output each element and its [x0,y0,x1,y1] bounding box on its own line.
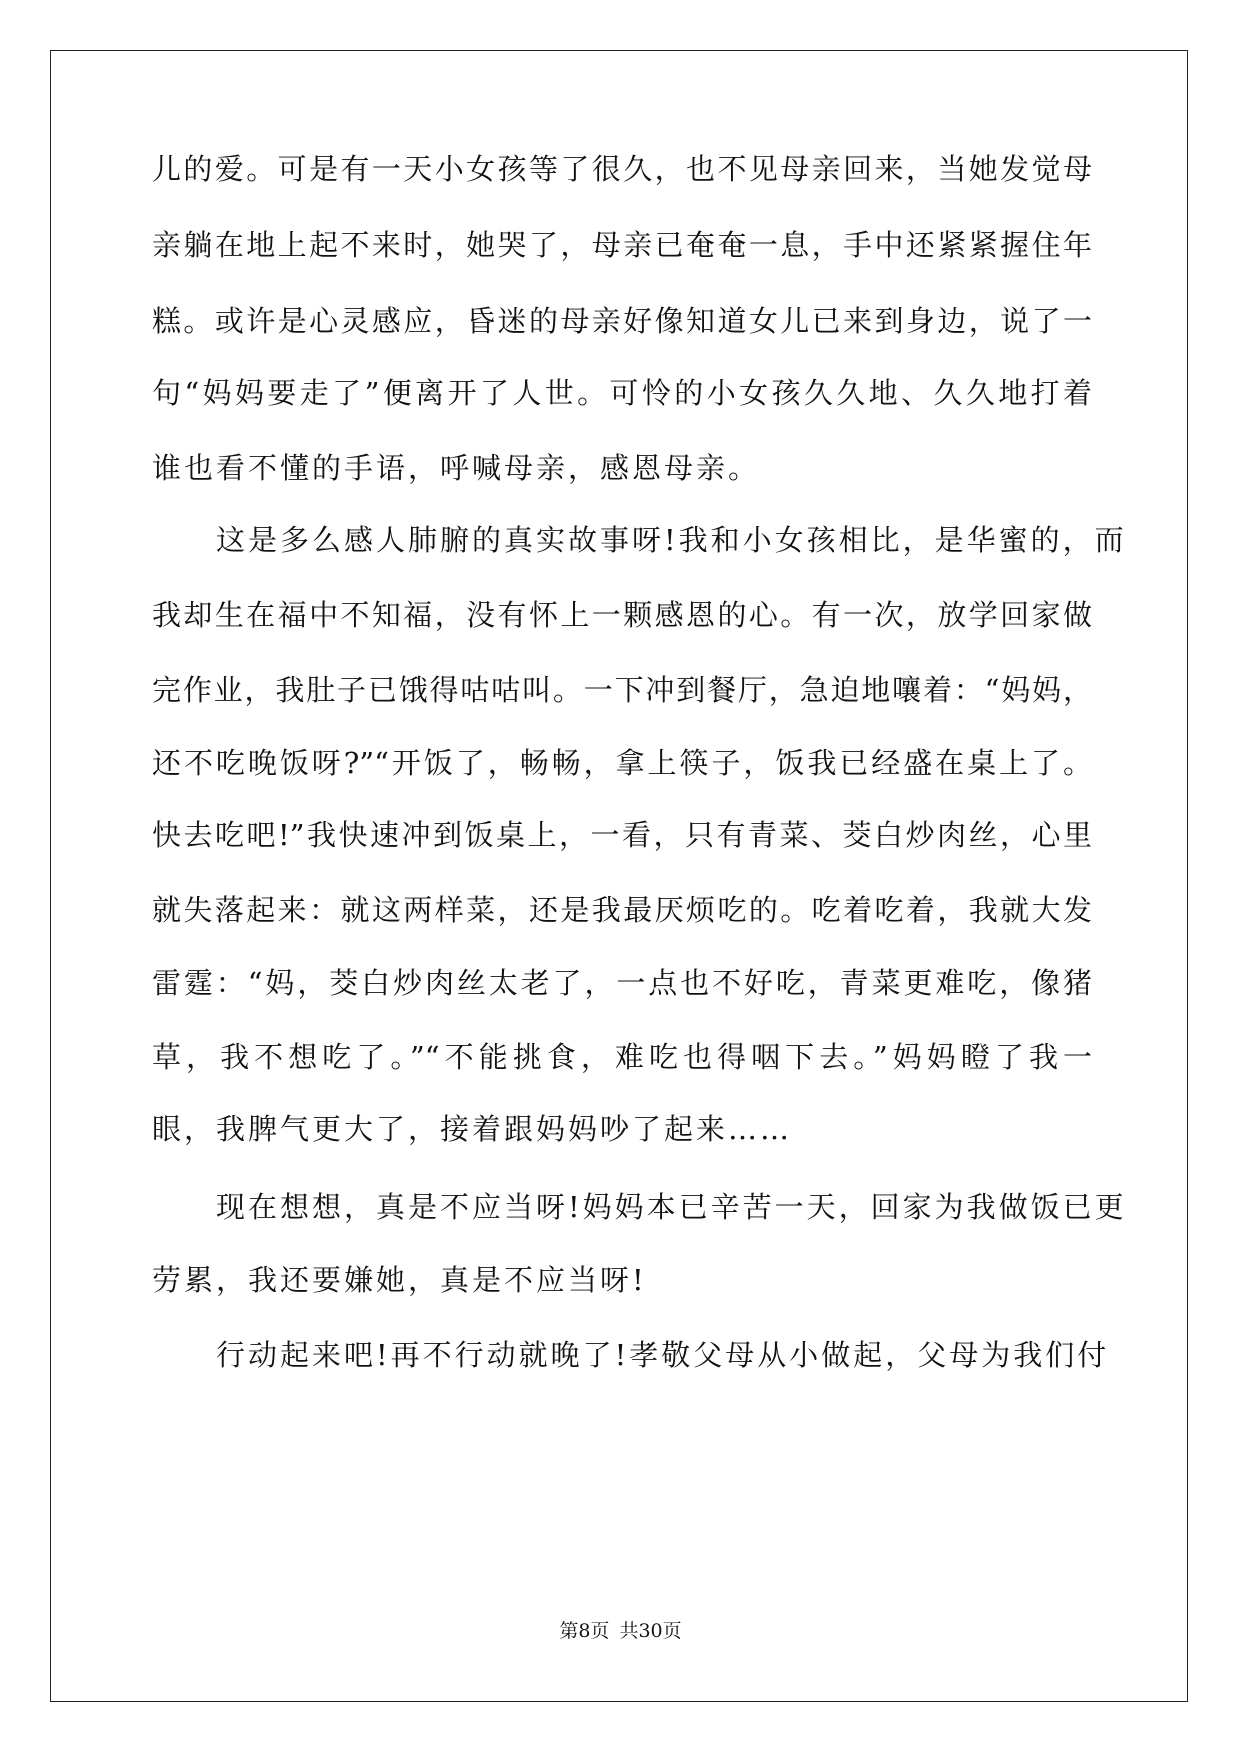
page-footer [0,1616,1241,1643]
text-line: 眼，我脾气更大了，接着跟妈妈吵了起来…… [152,1112,793,1146]
text-line: 草，我不想吃了。”“不能挑食，难吃也得咽下去。”妈妈瞪了我一 [152,1040,1092,1074]
text-line: 现在想想，真是不应当呀!妈妈本已辛苦一天，回家为我做饭已更 [152,1190,1127,1224]
text-line: 行动起来吧!再不行动就晚了!孝敬父母从小做起，父母为我们付 [152,1338,1110,1372]
text-line: 亲躺在地上起不来时，她哭了，母亲已奄奄一息，手中还紧紧握住年 [152,228,1092,262]
text-line: 我却生在福中不知福，没有怀上一颗感恩的心。有一次，放学回家做 [152,598,1092,632]
text-line: 还不吃晚饭呀?”“开饭了，畅畅，拿上筷子，饭我已经盛在桌上了。 [152,746,1092,780]
text-line: 快去吃吧!”我快速冲到饭桌上，一看，只有青菜、茭白炒肉丝，心里 [152,818,1092,852]
text-line: 这是多么感人肺腑的真实故事呀!我和小女孩相比，是华蜜的，而 [152,523,1127,557]
text-line: 儿的爱。可是有一天小女孩等了很久，也不见母亲回来，当她发觉母 [152,152,1092,186]
page-number: 第8页 [559,1620,610,1642]
text-line: 糕。或许是心灵感应，昏迷的母亲好像知道女儿已来到身边，说了一 [152,304,1092,338]
text-line: 雷霆：“妈，茭白炒肉丝太老了，一点也不好吃，青菜更难吃，像猪 [152,966,1092,1000]
text-line: 就失落起来：就这两样菜，还是我最厌烦吃的。吃着吃着，我就大发 [152,893,1092,927]
page-border [50,50,1188,1702]
text-line: 完作业，我肚子已饿得咕咕叫。一下冲到餐厅，急迫地嚷着：“妈妈， [152,673,1092,707]
text-line: 句“妈妈要走了”便离开了人世。可怜的小女孩久久地、久久地打着 [152,376,1092,410]
text-line: 劳累，我还要嫌她，真是不应当呀! [152,1263,647,1297]
text-line: 谁也看不懂的手语，呼喊母亲，感恩母亲。 [152,451,761,485]
page-total: 共30页 [619,1620,682,1642]
